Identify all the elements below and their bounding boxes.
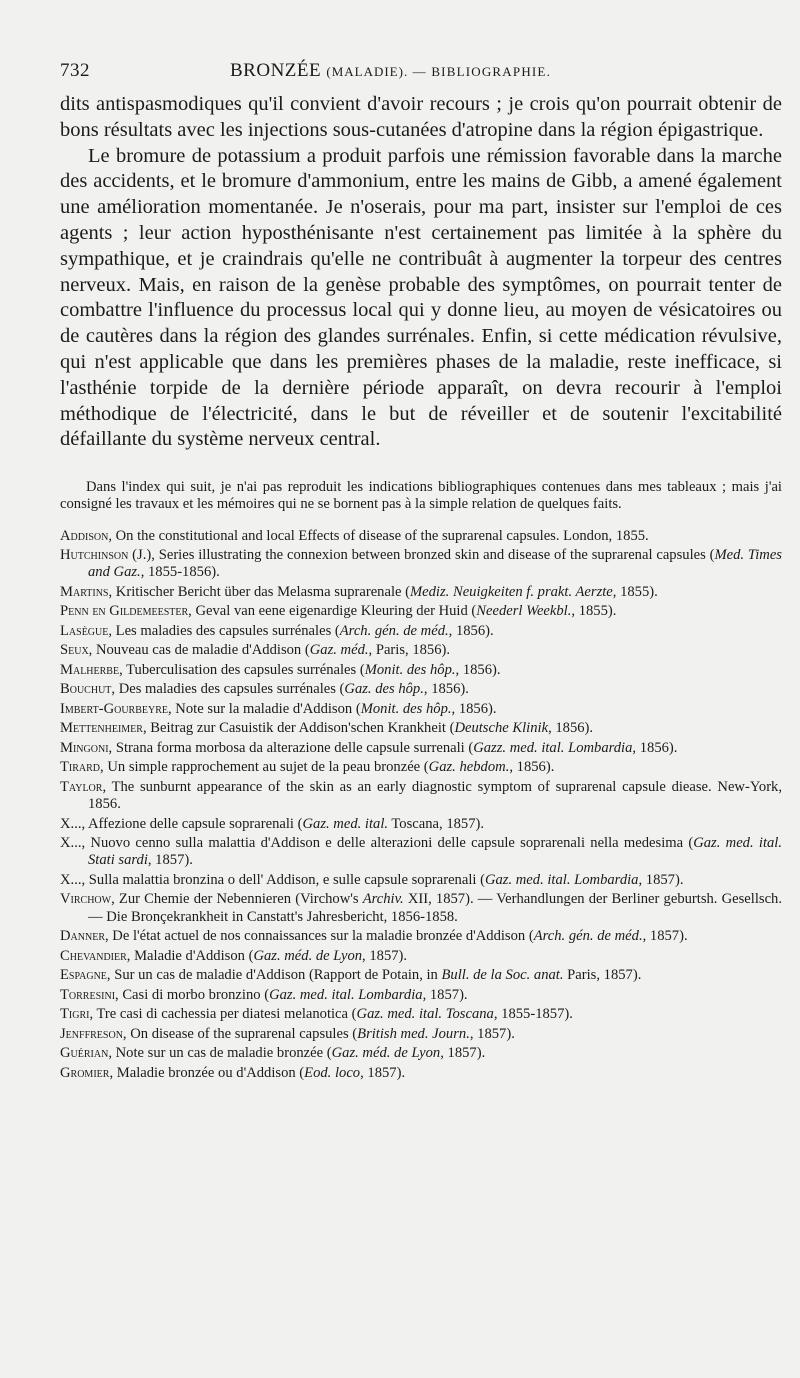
- bibliography-intro: Dans l'index qui suit, je n'ai pas reproduit les indications bibliographiques contenues dans mes tableaux ; mais j'ai consigné les travaux et les mémoires qui ne se bornent pas à la simple relation de quelques faits.: [60, 479, 782, 513]
- entry-text-tail: , 1856).: [455, 661, 501, 678]
- entry-source: British med. Journ.: [357, 1025, 470, 1042]
- entry-source: Arch. gén. de méd.: [339, 622, 449, 639]
- entry-text: , Un simple rapprochement au sujet de la peau bronzée (: [100, 759, 429, 776]
- entry-text-tail: , Paris, 1856).: [368, 642, 451, 659]
- entry-text: , The sunburnt appearance of the skin as an early diagnostic symptom of suprarenal capsule diease. New-York, 1856.: [88, 778, 782, 813]
- bibliography-entry: [60, 528, 782, 545]
- running-title: [230, 60, 551, 82]
- entry-text: , Maladie d'Addison (: [126, 947, 254, 964]
- title-separator: —: [408, 64, 432, 79]
- entry-source: Bull. de la Soc. anat.: [441, 967, 564, 984]
- entry-text: , De l'état actuel de nos connaissances sur la maladie bronzée d'Addison (: [104, 928, 534, 945]
- book-page: [60, 58, 782, 1084]
- entry-text: , On the constitutional and local Effects of disease of the suprarenal capsules. London, 1855.: [108, 527, 649, 544]
- bibliography-entry: [60, 759, 782, 776]
- entry-author: Espagne: [60, 967, 107, 984]
- entry-text-tail: , 1857).: [469, 1025, 515, 1042]
- entry-author: X...: [60, 815, 82, 832]
- entry-author: Tigri: [60, 1006, 90, 1023]
- entry-author: Mettenheimer: [60, 720, 143, 737]
- running-header: [60, 58, 782, 92]
- bibliography-entry: [60, 816, 782, 833]
- entry-text: , Note sur la maladie d'Addison (: [168, 700, 361, 717]
- entry-source: Arch. gén. de méd.: [533, 928, 643, 945]
- entry-author: Tirard: [60, 759, 101, 776]
- bibliography-entry: [60, 547, 782, 581]
- entry-text-tail: , 1857).: [360, 1064, 406, 1081]
- entry-text: , Sulla malattia bronzina o dell' Addison, e sulle capsule soprarenali (: [81, 871, 485, 888]
- bibliography-entry: [60, 835, 782, 869]
- entry-text-tail: Toscana, 1857).: [388, 815, 485, 832]
- entry-text-tail: , 1857).: [147, 852, 193, 869]
- entry-author: Martins: [60, 583, 109, 600]
- entry-text-tail: , 1857).: [422, 986, 468, 1003]
- entry-author: Chevandier: [60, 947, 127, 964]
- entry-text-tail: , 1856).: [448, 622, 494, 639]
- entry-text-tail: , 1857).: [362, 947, 408, 964]
- entry-text: , Zur Chemie der Nebennieren (Virchow's: [111, 891, 363, 908]
- entry-source: Mediz. Neuigkeiten f. prakt. Aerzte: [410, 583, 613, 600]
- entry-source: Gaz. méd.: [309, 642, 369, 659]
- entry-source: Eod. loco: [304, 1064, 361, 1081]
- bibliography-entry: [60, 891, 782, 925]
- entry-source: Gaz. med. ital. Stati sardi: [88, 835, 782, 869]
- entry-text: , Nuovo cenno sulla malattia d'Addison e delle alterazioni delle capsule soprarenali nella medesima (: [81, 835, 694, 852]
- body-paragraph-2: Le bromure de potassium a produit parfois une rémission favorable dans la marche des accidents, et le bromure d'ammonium, entre les mains de Gibb, a amené également une amélioration momentanée. Je n'oserais, pour ma part, insister sur l'emploi de ces agents ; leur action hyposthénisante n'est certainement pas limitée à la sphère du sympathique, et je craindrais qu'elle ne contribuât à augmenter la torpeur des centres nerveux. Mais, en raison de la genèse probable des symptômes, on pourrait tenter de combattre l'influence du processus local qui y donne lieu, au moyen de vésicatoires ou de cautères dans la région des glandes surrénales. Enfin, si cette médication révulsive, qui n'est applicable que dans les premières phases de la maladie, reste inefficace, si l'asthénie torpide de la dernière période apparaît, on devra recourir à l'emploi méthodique de l'électricité, dans le but de réveiller et de soutenir l'excitabilité défaillante du système nerveux central.: [60, 144, 782, 451]
- body-paragraph-1: dits antispasmodiques qu'il convient d'avoir recours ; je crois qu'on pourrait obtenir de bons résultats avec les injections sous-cutanées d'atropine dans la région épigastrique.: [60, 93, 782, 141]
- entry-text-tail: , 1856).: [632, 739, 678, 756]
- entry-author: Penn en Gildemeester: [60, 603, 189, 620]
- entry-author: Lasègue: [60, 622, 109, 639]
- entry-text-tail: Paris, 1857).: [563, 967, 642, 984]
- entry-text: , Tuberculisation des capsules surrénales (: [119, 661, 365, 678]
- entry-text-tail: , 1856).: [548, 720, 594, 737]
- entry-source: Gaz. med. ital. Lombardia: [484, 871, 639, 888]
- bibliography-entry: [60, 662, 782, 679]
- entry-text: , On disease of the suprarenal capsules (: [122, 1025, 358, 1042]
- entry-author: Bouchut: [60, 681, 112, 698]
- entry-text: , Geval van eene eigenardige Kleuring der Huid (: [188, 603, 477, 620]
- entry-author: Torresini: [60, 986, 116, 1003]
- entry-source: Deutsche Klinik: [454, 720, 549, 737]
- entry-author: Virchow: [60, 891, 112, 908]
- entry-text: , Note sur un cas de maladie bronzée (: [108, 1045, 332, 1062]
- entry-text: (J.), Series illustrating the connexion between bronzed skin and disease of the suprarenal capsules (: [128, 547, 715, 564]
- bibliography-entry: [60, 681, 782, 698]
- entry-source: Monit. des hôp.: [360, 700, 452, 717]
- entry-author: Addison: [60, 527, 109, 544]
- bibliography-entry: [60, 967, 782, 984]
- entry-source: Monit. des hôp.: [364, 661, 456, 678]
- entry-text-tail: , 1857).: [638, 871, 684, 888]
- bibliography-entry: [60, 987, 782, 1004]
- entry-author: Malherbe: [60, 661, 120, 678]
- bibliography-entry: [60, 872, 782, 889]
- entry-text: , Strana forma morbosa da alterazione delle capsule surrenali (: [108, 739, 474, 756]
- entry-text-tail: , 1855).: [612, 583, 658, 600]
- title-sub: BIBLIOGRAPHIE.: [431, 64, 552, 79]
- bibliography-entry: [60, 701, 782, 718]
- entry-author: Gromier: [60, 1064, 110, 1081]
- entry-text: , Casi di morbo bronzino (: [115, 986, 270, 1003]
- bibliography-entry: [60, 623, 782, 640]
- bibliography-entry: [60, 1006, 782, 1023]
- entry-source: Gaz. méd. de Lyon: [331, 1045, 441, 1062]
- bibliography-list: [60, 528, 782, 1082]
- entry-text-tail: , 1856).: [509, 759, 555, 776]
- bibliography-entry: [60, 1065, 782, 1082]
- bibliography-entry: [60, 928, 782, 945]
- entry-author: Mingoni: [60, 739, 109, 756]
- bibliography-entry: [60, 948, 782, 965]
- entry-source: Gaz. méd. de Lyon: [253, 947, 363, 964]
- entry-author: X...: [60, 835, 82, 852]
- entry-text: , Kritischer Bericht über das Melasma suprarenale (: [108, 583, 410, 600]
- bibliography-entry: [60, 720, 782, 737]
- entry-source: Gaz. hebdom.: [428, 759, 510, 776]
- entry-author: Danner: [60, 928, 105, 945]
- bibliography-entry: [60, 642, 782, 659]
- entry-source: Archiv.: [362, 891, 404, 908]
- entry-text-tail: , 1855).: [571, 603, 617, 620]
- entry-source: Med. Times and Gaz.: [88, 547, 782, 581]
- entry-text: , Beitrag zur Casuistik der Addison'schen Krankheit (: [142, 720, 455, 737]
- main-text: [60, 92, 782, 453]
- entry-source: Gazz. med. ital. Lombardia: [473, 739, 633, 756]
- entry-text: , Sur un cas de maladie d'Addison (Rapport de Potain, in: [106, 967, 442, 984]
- entry-author: Taylor: [60, 778, 103, 795]
- entry-text-tail: , 1856).: [423, 681, 469, 698]
- entry-text-tail: , 1857).: [642, 928, 688, 945]
- bibliography-entry: [60, 779, 782, 813]
- bibliography-entry: [60, 1045, 782, 1062]
- entry-text-tail: , 1855-1857).: [493, 1006, 573, 1023]
- entry-source: Gaz. med. ital. Lombardia: [269, 986, 423, 1003]
- entry-author: Imbert-Gourbeyre: [60, 700, 168, 717]
- bibliography-entry: [60, 1026, 782, 1043]
- entry-author: Seux: [60, 642, 89, 659]
- entry-text-tail: , 1857).: [440, 1045, 486, 1062]
- entry-source: Gaz. des hôp.: [344, 681, 424, 698]
- entry-text: , Affezione delle capsule soprarenali (: [81, 815, 303, 832]
- entry-text: , Tre casi di cachessia per diatesi melanotica (: [89, 1006, 357, 1023]
- page-number: 732: [60, 60, 90, 81]
- entry-author: Hutchinson: [60, 547, 129, 564]
- entry-author: Guérian: [60, 1045, 109, 1062]
- entry-text: , Les maladies des capsules surrénales (: [108, 622, 340, 639]
- entry-source: Gaz. med. ital.: [302, 815, 389, 832]
- entry-author: X...: [60, 871, 82, 888]
- title-paren: (MALADIE).: [326, 64, 409, 79]
- bibliography-entry: [60, 740, 782, 757]
- title-main: BRONZÉE: [230, 60, 322, 81]
- entry-text-tail: XII, 1857). — Verhandlungen der Berliner geburtsh. Gesellsch. — Die Bronçekrankheit in Canstatt's Jahresbericht, 1856-1858.: [88, 891, 782, 925]
- bibliography-entry: [60, 603, 782, 620]
- entry-text: , Des maladies des capsules surrénales (: [111, 681, 345, 698]
- entry-source: Gaz. med. ital. Toscana: [356, 1006, 494, 1023]
- entry-source: Neederl Weekbl.: [476, 603, 572, 620]
- entry-text: , Maladie bronzée ou d'Addison (: [109, 1064, 305, 1081]
- bibliography-entry: [60, 584, 782, 601]
- entry-author: Jenffreson: [60, 1025, 123, 1042]
- entry-text: , Nouveau cas de maladie d'Addison (: [88, 642, 310, 659]
- entry-text-tail: , 1856).: [451, 700, 497, 717]
- entry-text-tail: , 1855-1856).: [140, 564, 220, 581]
